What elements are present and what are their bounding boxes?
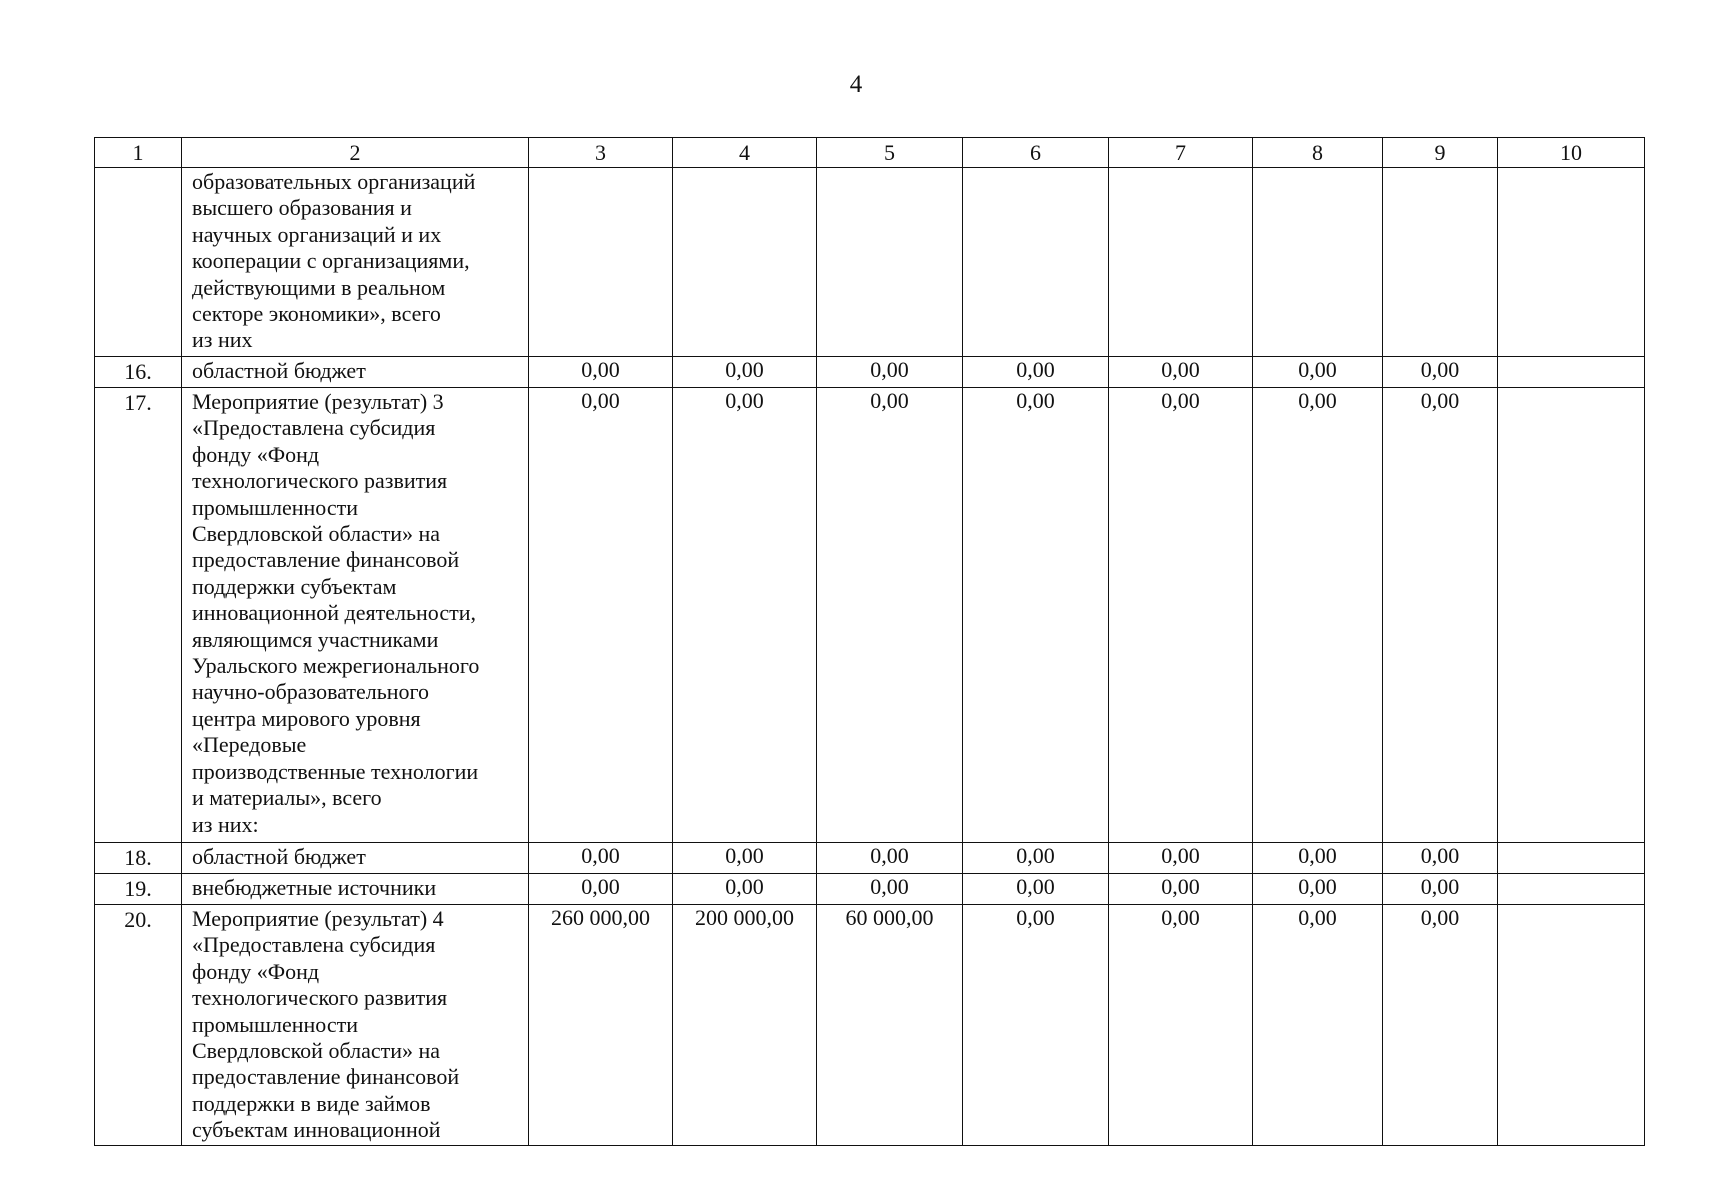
value-cell: 0,00 xyxy=(1253,357,1383,388)
value-cell: 0,00 xyxy=(963,843,1109,874)
value-cell: 0,00 xyxy=(817,843,963,874)
value-cell: 260 000,00 xyxy=(529,905,673,1146)
row-number xyxy=(95,168,182,357)
value-cell: 0,00 xyxy=(817,874,963,905)
column-header: 8 xyxy=(1253,138,1383,168)
value-cell: 0,00 xyxy=(963,874,1109,905)
value-cell xyxy=(1498,874,1645,905)
value-cell: 0,00 xyxy=(963,357,1109,388)
table-row xyxy=(95,168,1645,357)
table-row xyxy=(95,357,1645,388)
row-name: областной бюджет xyxy=(182,843,529,874)
value-cell xyxy=(1253,168,1383,357)
value-cell xyxy=(1383,168,1498,357)
value-cell: 0,00 xyxy=(1383,357,1498,388)
value-cell: 0,00 xyxy=(1383,388,1498,843)
value-cell xyxy=(673,168,817,357)
value-cell: 0,00 xyxy=(963,905,1109,1146)
value-cell: 0,00 xyxy=(1383,905,1498,1146)
value-cell: 60 000,00 xyxy=(817,905,963,1146)
value-cell: 0,00 xyxy=(1109,905,1253,1146)
value-cell: 0,00 xyxy=(529,388,673,843)
value-cell: 0,00 xyxy=(1109,843,1253,874)
value-cell: 0,00 xyxy=(673,388,817,843)
column-header: 7 xyxy=(1109,138,1253,168)
value-cell: 0,00 xyxy=(1109,874,1253,905)
value-cell: 0,00 xyxy=(1109,388,1253,843)
value-cell: 0,00 xyxy=(1253,843,1383,874)
row-name: областной бюджет xyxy=(182,357,529,388)
value-cell: 0,00 xyxy=(817,388,963,843)
page-number: 4 xyxy=(849,71,863,98)
column-header: 2 xyxy=(182,138,529,168)
budget-table xyxy=(94,137,1645,1146)
column-header: 10 xyxy=(1498,138,1645,168)
value-cell xyxy=(1498,843,1645,874)
value-cell xyxy=(1498,168,1645,357)
value-cell: 0,00 xyxy=(1383,874,1498,905)
table-row xyxy=(95,843,1645,874)
column-header: 6 xyxy=(963,138,1109,168)
value-cell: 0,00 xyxy=(963,388,1109,843)
value-cell: 0,00 xyxy=(1253,388,1383,843)
value-cell xyxy=(1498,905,1645,1146)
value-cell: 0,00 xyxy=(817,357,963,388)
row-name: Мероприятие (результат) 3 «Предоставлена субсидия фонду «Фонд технологического развития промышленности Свердловской области» на предоставление финансовой поддержки субъектам инновационной деятельности, являющимся участниками Уральского межрегионального научно-образовательного центра мирового уровня «Передовые производственные технологии и материалы», всего из них: xyxy=(182,388,529,843)
value-cell: 0,00 xyxy=(529,874,673,905)
row-number: 18. xyxy=(95,843,182,874)
value-cell xyxy=(529,168,673,357)
value-cell: 200 000,00 xyxy=(673,905,817,1146)
value-cell xyxy=(1498,388,1645,843)
value-cell: 0,00 xyxy=(673,843,817,874)
value-cell xyxy=(1498,357,1645,388)
value-cell: 0,00 xyxy=(673,357,817,388)
value-cell: 0,00 xyxy=(1253,905,1383,1146)
row-name: Мероприятие (результат) 4 «Предоставлена субсидия фонду «Фонд технологического развития промышленности Свердловской области» на предоставление финансовой поддержки в виде займов субъектам инновационной xyxy=(182,905,529,1146)
row-number: 19. xyxy=(95,874,182,905)
column-header: 3 xyxy=(529,138,673,168)
value-cell: 0,00 xyxy=(673,874,817,905)
row-number: 20. xyxy=(95,905,182,1146)
value-cell xyxy=(817,168,963,357)
table-row xyxy=(95,388,1645,843)
column-header: 4 xyxy=(673,138,817,168)
value-cell: 0,00 xyxy=(529,843,673,874)
column-header: 9 xyxy=(1383,138,1498,168)
value-cell: 0,00 xyxy=(529,357,673,388)
row-number: 17. xyxy=(95,388,182,843)
row-name: образовательных организаций высшего образования и научных организаций и их кооперации с организациями, действующими в реальном секторе экономики», всего из них xyxy=(182,168,529,357)
value-cell: 0,00 xyxy=(1383,843,1498,874)
table-row xyxy=(95,905,1645,1146)
row-number: 16. xyxy=(95,357,182,388)
table-header-row xyxy=(95,138,1645,168)
column-header: 1 xyxy=(95,138,182,168)
value-cell xyxy=(963,168,1109,357)
row-name: внебюджетные источники xyxy=(182,874,529,905)
value-cell xyxy=(1109,168,1253,357)
value-cell: 0,00 xyxy=(1253,874,1383,905)
column-header: 5 xyxy=(817,138,963,168)
value-cell: 0,00 xyxy=(1109,357,1253,388)
table-row xyxy=(95,874,1645,905)
